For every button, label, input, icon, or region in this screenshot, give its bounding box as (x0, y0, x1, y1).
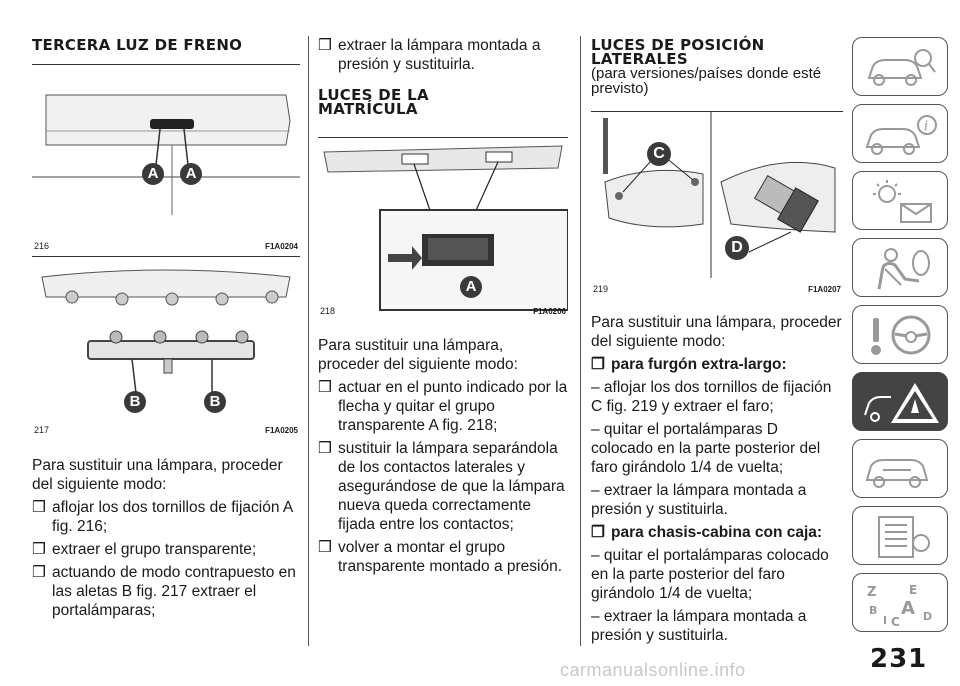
svg-text:E: E (909, 583, 918, 597)
instructions-block (591, 313, 843, 645)
bullet-item: ❒ extraer el grupo transparente; (32, 541, 257, 558)
intro-text: Para sustituir una lámpara, proceder del siguiente modo: (591, 314, 842, 350)
tab-maintenance[interactable] (852, 439, 948, 498)
callout-a-left: A (142, 163, 164, 185)
plate-light-illustration (318, 138, 568, 320)
step-text: – aflojar los dos tornillos de fijación C fig. 219 y extraer el faro; (591, 379, 832, 415)
callout-a: A (460, 276, 482, 298)
car-maintenance-icon (861, 446, 941, 492)
section-heading-third-brake-light: TERCERA LUZ DE FRENO (32, 36, 243, 54)
bullet-item: ❒ aflojar los dos tornillos de fijación A fig. 216; (32, 499, 293, 535)
section-subtitle: (para versiones/países donde esté previsto) (591, 65, 822, 97)
intro-text: Para sustituir una lámpara, proceder del siguiente modo: (32, 457, 283, 493)
figure-217 (32, 256, 300, 439)
emergency-triangle-icon (861, 379, 941, 425)
section-heading-side-marker-lights: LUCES DE POSICIÓN LATERALES (591, 36, 765, 68)
tab-emergency[interactable] (852, 372, 948, 431)
svg-text:B: B (869, 604, 878, 617)
figure-216 (32, 64, 300, 255)
watermark: carmanualsonline.info (560, 660, 746, 680)
step-text: – quitar el portalámparas colocado en la parte posterior del faro girándolo 1/4 de vuelta; (591, 547, 829, 602)
specs-list-icon (861, 513, 941, 559)
tab-car-overview[interactable] (852, 37, 948, 96)
airbag-seat-icon (861, 245, 941, 291)
column-divider-1 (308, 36, 309, 646)
step-text: – quitar el portalámparas D colocado en la parte posterior del faro girándolo 1/4 de vuelta; (591, 421, 821, 476)
figure-code: F1A0205 (265, 426, 298, 435)
bulb-holder-illustration (32, 257, 300, 439)
page-number: 231 (870, 644, 928, 674)
figure-number: 219 (593, 284, 609, 294)
callout-d: D (725, 236, 749, 260)
figure-218 (318, 137, 568, 320)
callout-b-left: B (124, 391, 146, 413)
bullet-item-chassis-cab: ❒ para chasis-cabina con caja: (591, 524, 823, 541)
instructions-block (318, 336, 568, 576)
svg-text:D: D (923, 610, 933, 623)
tab-safety[interactable] (852, 238, 948, 297)
svg-text:C: C (891, 615, 900, 626)
figure-number: 218 (320, 306, 336, 316)
tab-car-info[interactable] (852, 104, 948, 163)
figure-number: 217 (34, 425, 50, 435)
tab-technical-specs[interactable] (852, 506, 948, 565)
figure-code: F1A0206 (533, 307, 566, 316)
svg-text:Z: Z (867, 585, 877, 600)
car-search-icon (861, 44, 941, 90)
side-marker-illustration (591, 112, 843, 298)
tab-warning-lights[interactable] (852, 171, 948, 230)
figure-219 (591, 111, 843, 298)
instructions-block (32, 456, 300, 620)
bullet-item: ❒ volver a montar el grupo transparente montado a presión. (318, 539, 563, 575)
svg-text:I: I (883, 614, 888, 626)
column-divider-2 (580, 36, 581, 646)
step-text: – extraer la lámpara montada a presión y sustituirla. (591, 482, 807, 518)
bullet-item-extra-long-van: ❒ para furgón extra-largo: (591, 356, 787, 373)
car-info-icon (861, 111, 941, 157)
callout-b-right: B (204, 391, 226, 413)
step-text: – extraer la lámpara montada a presión y sustituirla. (591, 608, 807, 644)
bullet-item: ❒ actuar en el punto indicado por la flecha y quitar el grupo transparente A fig. 218; (318, 379, 568, 434)
figure-code: F1A0204 (265, 242, 298, 251)
steering-wheel-icon (861, 312, 941, 358)
chapter-tabs (852, 37, 952, 640)
tab-index[interactable] (852, 573, 948, 632)
callout-a-right: A (180, 163, 202, 185)
figure-code: F1A0207 (808, 285, 841, 294)
section-heading-license-plate-lights: LUCES DE LA MATRÍCULA (318, 86, 429, 118)
bullet-item: ❒ sustituir la lámpara separándola de los contactos laterales y asegurándose de que la lámpara nueva queda correctamente fijada entre los contactos; (318, 440, 565, 533)
svg-text:A: A (901, 598, 915, 619)
warning-lights-icon (861, 178, 941, 224)
alphabet-index-icon (861, 580, 941, 626)
third-brake-light-illustration (32, 65, 300, 255)
tab-driving[interactable] (852, 305, 948, 364)
intro-text: Para sustituir una lámpara, proceder del siguiente modo: (318, 337, 518, 373)
svg-text:i: i (924, 119, 929, 134)
bullet-item: ❒ actuando de modo contrapuesto en las aletas B fig. 217 extraer el portalámparas; (32, 564, 296, 619)
figure-number: 216 (34, 241, 50, 251)
bullet-item: ❒ extraer la lámpara montada a presión y sustituirla. (318, 37, 541, 73)
callout-c: C (647, 142, 671, 166)
